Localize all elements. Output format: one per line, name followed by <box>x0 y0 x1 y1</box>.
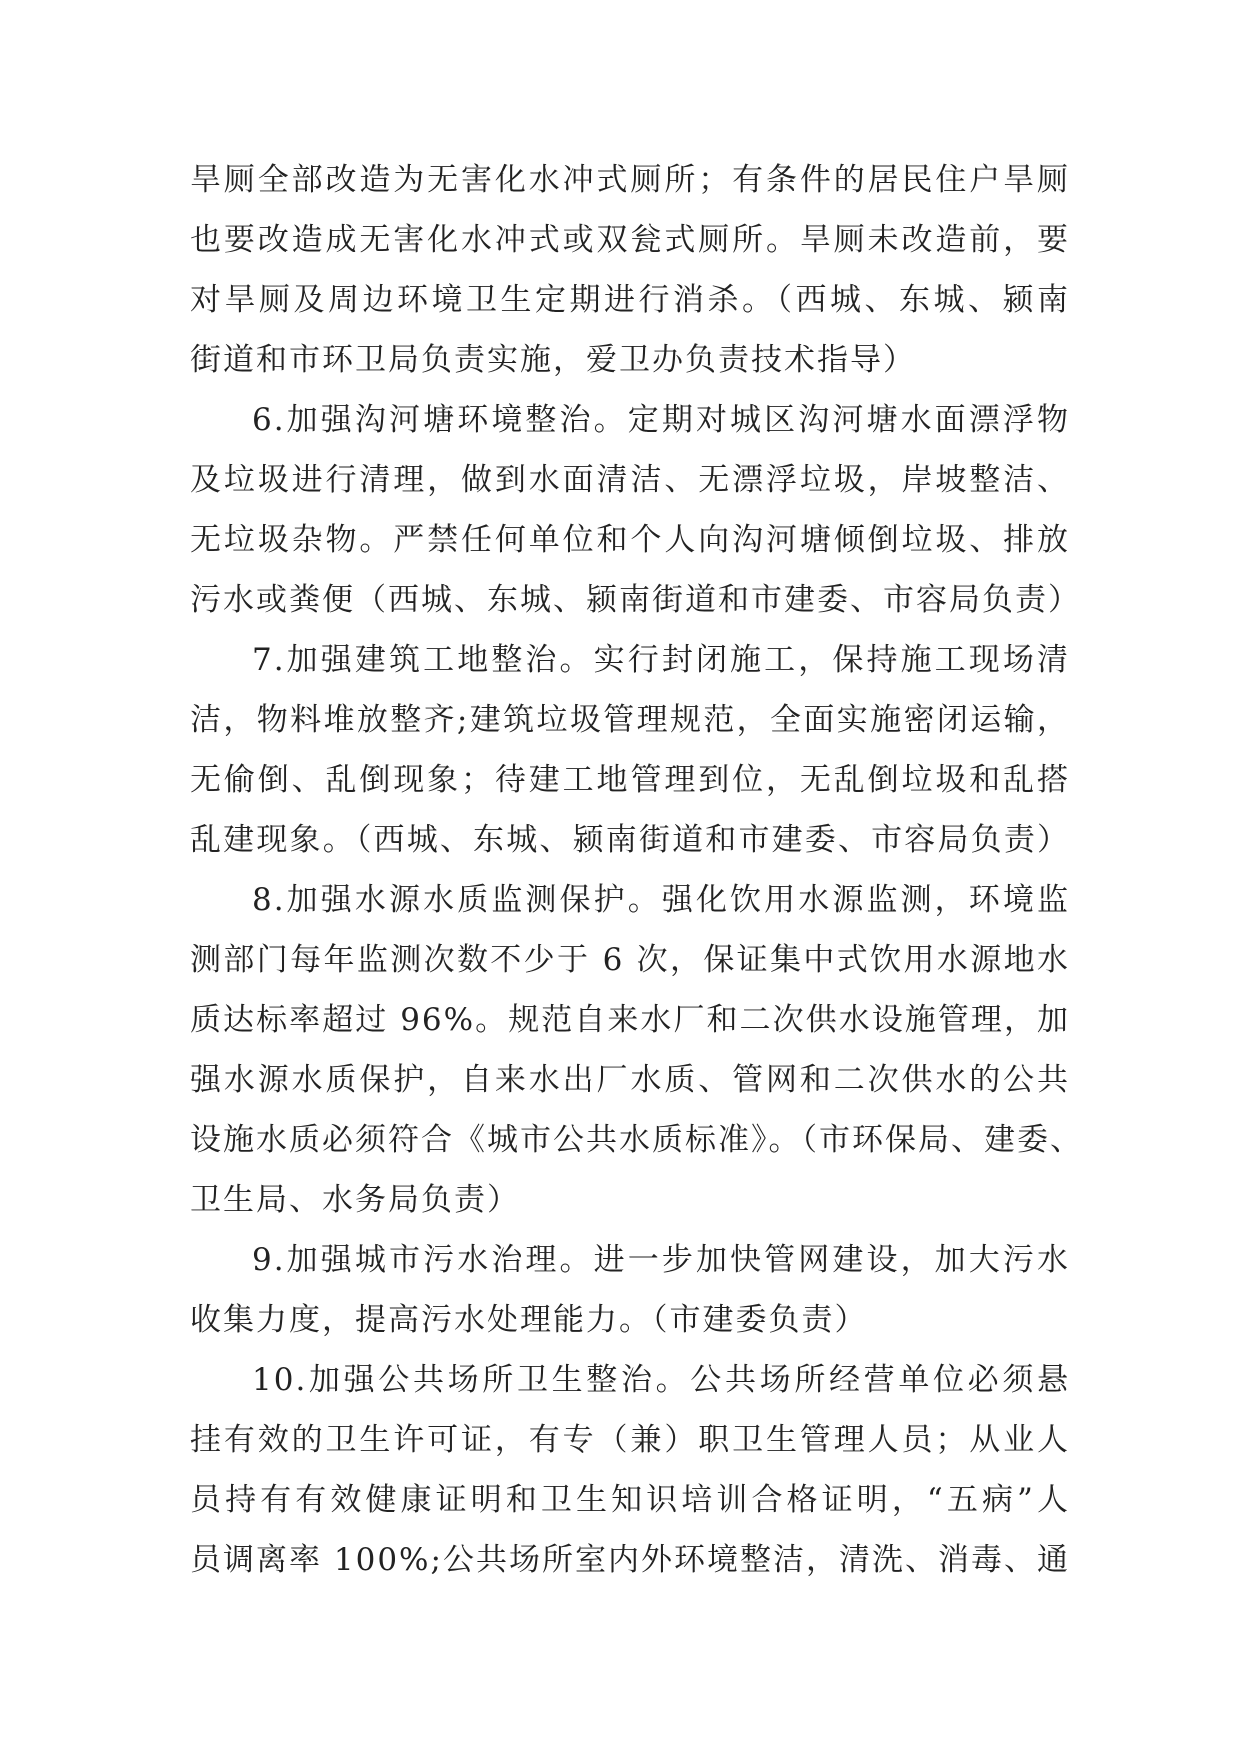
text-line: 无垃圾杂物。严禁任何单位和个人向沟河塘倾倒垃圾、排放 <box>190 522 1070 558</box>
text-line: 强水源水质保护，自来水出厂水质、管网和二次供水的公共 <box>190 1062 1070 1098</box>
paragraph-6-line: 6.加强沟河塘环境整治。定期对城区沟河塘水面漂浮物 <box>252 402 1070 438</box>
text-line: 设施水质必须符合《城市公共水质标准》。（市环保局、建委、 <box>190 1122 1083 1158</box>
text-line: 对旱厕及周边环境卫生定期进行消杀。（西城、东城、颍南 <box>190 282 1070 318</box>
text-line: 洁，物料堆放整齐;建筑垃圾管理规范，全面实施密闭运输， <box>190 702 1070 738</box>
text-line: 员调离率 100%;公共场所室内外环境整洁，清洗、消毒、通 <box>190 1542 1070 1578</box>
text-line: 乱建现象。（西城、东城、颍南街道和市建委、市容局负责） <box>190 822 1070 858</box>
paragraph-10-line: 10.加强公共场所卫生整治。公共场所经营单位必须悬 <box>252 1362 1070 1398</box>
paragraph-7-line: 7.加强建筑工地整治。实行封闭施工，保持施工现场清 <box>252 642 1070 678</box>
text-line: 无偷倒、乱倒现象；待建工地管理到位，无乱倒垃圾和乱搭 <box>190 762 1070 798</box>
text-line: 测部门每年监测次数不少于 6 次，保证集中式饮用水源地水 <box>190 942 1070 978</box>
text-line: 挂有效的卫生许可证，有专（兼）职卫生管理人员；从业人 <box>190 1422 1070 1458</box>
text-line: 员持有有效健康证明和卫生知识培训合格证明，“五病”人 <box>190 1482 1070 1518</box>
text-line: 污水或粪便（西城、东城、颍南街道和市建委、市容局负责） <box>190 582 1081 618</box>
body-text <box>190 150 1083 1590</box>
text-line: 旱厕全部改造为无害化水冲式厕所；有条件的居民住户旱厕 <box>190 162 1070 198</box>
text-line: 卫生局、水务局负责） <box>190 1182 520 1218</box>
paragraph-8-line: 8.加强水源水质监测保护。强化饮用水源监测，环境监 <box>252 882 1070 918</box>
text-line: 街道和市环卫局负责实施，爱卫办负责技术指导） <box>190 342 916 378</box>
text-line: 收集力度，提高污水处理能力。（市建委负责） <box>190 1302 868 1338</box>
text-line: 及垃圾进行清理，做到水面清洁、无漂浮垃圾，岸坡整洁、 <box>190 462 1070 498</box>
paragraph-9-line: 9.加强城市污水治理。进一步加快管网建设，加大污水 <box>252 1242 1070 1278</box>
text-line: 质达标率超过 96%。规范自来水厂和二次供水设施管理，加 <box>190 1002 1070 1038</box>
text-line: 也要改造成无害化水冲式或双瓮式厕所。旱厕未改造前，要 <box>190 222 1070 258</box>
